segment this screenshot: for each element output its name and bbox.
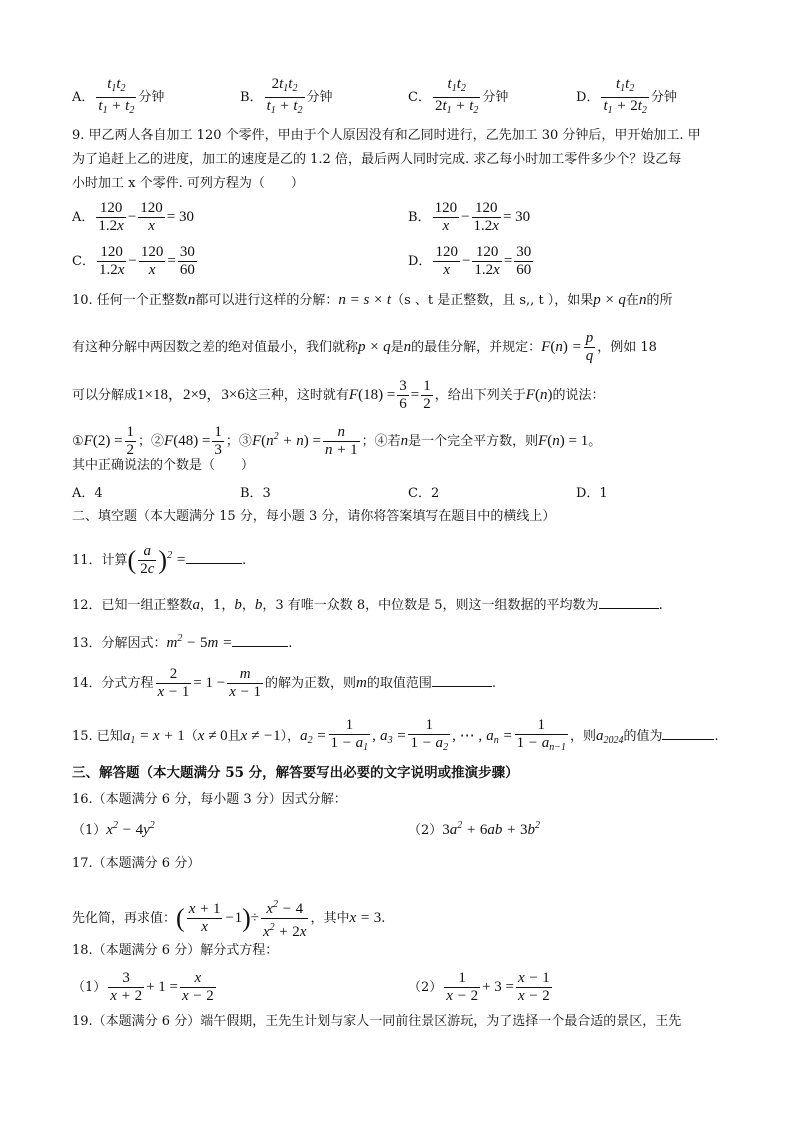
text: 先化简，再求值： <box>72 910 177 926</box>
section-2-header: 二、填空题（本大题满分 15 分，每小题 3 分，请你将答案填写在题目中的横线上） <box>72 509 556 524</box>
text: . <box>714 729 719 744</box>
text: 在 <box>625 293 639 308</box>
answer-blank[interactable] <box>232 632 288 647</box>
text: （ <box>184 729 198 744</box>
answer-blank[interactable] <box>599 594 659 609</box>
answer-blank[interactable] <box>662 725 714 740</box>
text: （1） <box>72 979 107 995</box>
q19-line-1: 19.（本题满分 6 分）端午假期，王先生计划与家人一同前往景区游玩，为了选择一个最合适的景区，王先 <box>72 1014 682 1029</box>
text: . <box>658 598 663 613</box>
answer-blank[interactable] <box>186 549 242 564</box>
text: 11．计算 <box>72 552 128 568</box>
text: 且 <box>227 729 241 744</box>
q9-option-c: C． $\frac{120}{1.2x}$ − $\frac{120}{x}$ = $\frac{30}{60}$ <box>72 244 195 278</box>
q15: 15. 已知$a_1 = x + 1(x \ne 0$且x ≠ −1），$a_2$ = $\frac{1}{1 - a_1}$ , $a_3$ = $\frac{1}{1 - a_2}$ , ⋯ , $a_n$ = $\frac{1}{1 - a_{n-1}}$ ，则$a_{2024}$的值为 . <box>72 717 719 753</box>
text: ，则 <box>569 729 596 744</box>
text: ，1， <box>200 598 235 613</box>
text: 的值为 <box>623 729 663 744</box>
text: ， <box>241 598 255 613</box>
q11: 11．计算( $\frac{a}{2c}$ )$^2$ = . <box>72 543 247 577</box>
fraction: $\frac{2t_1t_2}{t_1 + t_2}$ <box>266 76 303 116</box>
q9-line-1: 9. 甲乙两人各自加工 120 个零件，甲由于个人原因没有和乙同时进行，乙先加工 30 分钟后，甲开始加工. 甲 <box>72 128 701 143</box>
unit-text: 分钟 <box>306 90 333 105</box>
text: 这三种，这时就有 <box>244 388 349 403</box>
text: ① <box>72 434 84 449</box>
option-label: C． <box>72 253 95 269</box>
q9-option-d: D． $\frac{120}{x}$ − $\frac{120}{1.2x}$ = $\frac{30}{60}$ <box>408 244 532 278</box>
q9-line-3: 小时加工 x 个零件. 可列方程为（ ） <box>72 176 304 191</box>
text: 都可以进行这样的分解： <box>195 293 339 308</box>
text: ；④若 <box>361 434 401 449</box>
q13: 13．分解因式：$m^2 - 5m$ = . <box>72 633 293 651</box>
q8-option-c <box>408 76 508 119</box>
text: 的最佳分解，并规定： <box>411 340 542 355</box>
q14: 14．分式方程 $\frac{2}{x - 1}$ = 1 − $\frac{m}{x - 1}$ 的解为正数，则m的取值范围 . <box>72 666 497 700</box>
q10-option-d: D．1 <box>576 486 608 501</box>
unit-text: 分钟 <box>138 90 165 105</box>
text: . <box>381 910 386 926</box>
text: ）， <box>280 729 301 744</box>
q18-part-2: （2） $\frac{1}{x - 2}$ + 3 = $\frac{x - 1}{x - 2}$ <box>408 970 550 1004</box>
q18-part-1: （1） $\frac{3}{x + 2}$ + 1 = $\frac{x}{x - 2}$ <box>72 970 214 1004</box>
q17-expression: 先化简，再求值：( $\frac{x + 1}{x}$ −1)÷ $\frac{x^2 - 4}{x^2 + 2x}$ ，其中x = 3. <box>72 896 737 941</box>
text: . <box>491 676 497 691</box>
text: 15. 已知 <box>72 729 123 744</box>
text: 12．已知一组正整数 <box>72 598 193 613</box>
text: 的说法： <box>552 388 605 403</box>
option-label: A． <box>72 209 95 225</box>
text: ，其中 <box>310 910 350 926</box>
text: 。 <box>588 434 602 449</box>
answer-blank[interactable] <box>432 672 492 687</box>
option-label: C． <box>408 90 431 105</box>
text: ，给出下列关于 <box>434 388 526 403</box>
text: 的所 <box>646 293 673 308</box>
fraction: $\frac{t_1t_2}{t_1 + 2t_2}$ <box>603 76 647 116</box>
text: 有这种分解中两因数之差的绝对值最小，我们就称 <box>72 340 359 355</box>
text: （2） <box>408 823 443 838</box>
option-label: A． <box>72 90 95 105</box>
q18-title: 18.（本题满分 6 分）解分式方程： <box>72 943 279 958</box>
q10-option-c: C．2 <box>408 486 440 501</box>
fraction: $\frac{p}{q}$ <box>585 330 594 364</box>
q17-title: 17.（本题满分 6 分） <box>72 856 201 871</box>
q10-option-b: B．3 <box>240 486 271 501</box>
q10-line-3: 可以分解成1×18，2×9，3×6这三种，这时就有F(18) = $\frac{3}{6}$ = $\frac{1}{2}$ ，给出下列关于F(n)的说法： <box>72 378 605 412</box>
q10-line-2: 有这种分解中两因数之差的绝对值最小，我们就称p × q是n的最佳分解，并规定：F(n) = $\frac{p}{q}$ ，例如 18 <box>72 330 657 364</box>
text: . <box>288 636 293 651</box>
q10-question: 其中正确说法的个数是（ ） <box>72 458 255 473</box>
unit-text: 分钟 <box>482 90 509 105</box>
text: ；③ <box>225 434 252 449</box>
q16-part-1: $(1)x^2 - 4y^2$ <box>72 820 155 838</box>
text: ，3 有唯一众数 8，中位数是 5，则这一组数据的平均数为 <box>262 598 599 613</box>
q10-line-4: ①F(2) = $\frac{1}{2}$ ；②F(48) = $\frac{1}{3}$ ；$③F(n^2 + n)$ = $\frac{n}{n + 1}$ ；④若n是一个完全平方数，则F(n) = 1。 <box>72 424 602 458</box>
text: ，例如 18 <box>597 340 657 355</box>
text: （1） <box>72 823 107 838</box>
section-3-header: 三、解答题（本大题满分 55 分，解答要写出必要的文字说明或推演步骤） <box>72 765 519 781</box>
text: 是 <box>390 340 404 355</box>
option-label: B． <box>408 209 431 225</box>
text: （2） <box>408 979 443 995</box>
unit-text: 分钟 <box>650 90 677 105</box>
q9-line-2: 为了追赶上乙的进度，加工的速度是乙的 1.2 倍，最后两人同时完成. 求乙每小时加工零件多少个？设乙每 <box>72 152 682 167</box>
text: ；② <box>138 434 165 449</box>
text: 10. 任何一个正整数 <box>72 293 188 308</box>
q9-option-b: B． $\frac{120}{x}$ − $\frac{120}{1.2x}$ = 30 <box>408 200 531 234</box>
text: 是一个完全平方数，则 <box>408 434 539 449</box>
text: （s 、t 是正整数，且 s,, t ），如果 <box>391 293 594 308</box>
text: 可以分解成 <box>72 388 138 403</box>
q16-title: 16.（本题满分 6 分，每小题 3 分）因式分解： <box>72 792 347 807</box>
fraction: $\frac{t_1t_2}{2t_1 + t_2}$ <box>434 76 479 116</box>
q16-part-2: $(2)3a^2 + 6ab + 3b^2$ <box>408 820 541 838</box>
q8-option-b <box>240 76 333 119</box>
text: 13．分解因式： <box>72 636 167 651</box>
q8-option-a <box>72 76 164 119</box>
fraction: $\frac{t_1t_2}{t_1 + t_2}$ <box>98 76 135 116</box>
q12: 12．已知一组正整数a，1，b，b，3 有唯一众数 8，中位数是 5，则这一组数据的平均数为 . <box>72 594 737 616</box>
text: 的解为正数，则 <box>265 676 357 691</box>
text: 14．分式方程 <box>72 676 154 691</box>
option-label: D． <box>408 253 432 269</box>
q9-option-a: A． $\frac{120}{1.2x}$ − $\frac{120}{x}$ = 30 <box>72 200 194 234</box>
q10-option-a: A．4 <box>72 486 103 501</box>
option-label: D． <box>576 90 600 105</box>
q10-line-1: 10. 任何一个正整数n都可以进行这样的分解：n = s × t（s 、t 是正整数，且 s,, t ），如果p × q在n的所 <box>72 292 673 308</box>
q8-option-d <box>576 76 677 119</box>
text: 的取值范围 <box>366 676 432 691</box>
option-label: B． <box>240 90 263 105</box>
